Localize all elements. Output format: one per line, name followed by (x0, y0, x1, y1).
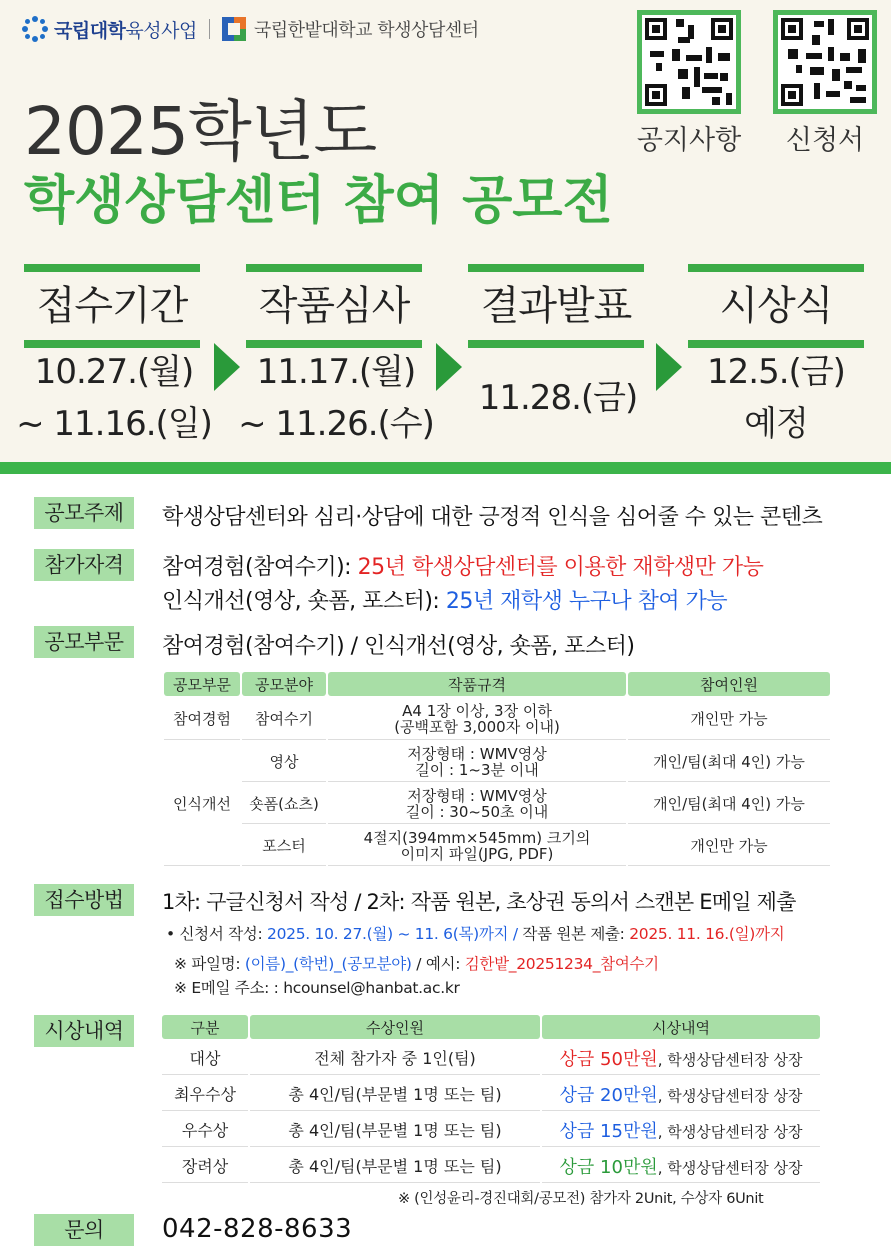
table-row: 대상 전체 참가자 중 1인(팀) 상금 50만원, 학생상담센터장 상장 (162, 1041, 820, 1075)
schedule-title: 접수기간 (36, 283, 188, 329)
theme-label: 공모주제 (34, 497, 134, 529)
table-row: 포스터 4절지(394mm×545mm) 크기의 이미지 파일(JPG, PDF) 개인만 가능 (164, 826, 830, 866)
year-title: 2025학년도 (24, 93, 377, 170)
schedule-date-announcement: 11.28.(금) (478, 378, 638, 418)
table-row: 최우수상 총 4인/팀(부문별 1명 또는 팀) 상금 20만원, 학생상담센터장 상장 (162, 1077, 820, 1111)
logo-bar (22, 14, 479, 44)
table-row: 참여경험 참여수기 A4 1장 이상, 3장 이하 (공백포함 3,000자 이내) 개인만 가능 (164, 698, 830, 740)
table-header: 작품규격 (328, 672, 626, 696)
categories-label: 공모부문 (34, 626, 134, 658)
table-row: 인식개선 영상 저장형태 : WMV영상 길이 : 1~3분 이내 개인/팀(최대 4인) 가능 (164, 742, 830, 782)
categories-table (162, 670, 832, 868)
table-row: 숏폼(쇼츠) 저장형태 : WMV영상 길이 : 30~50초 이내 개인/팀(최대 4인) 가능 (164, 784, 830, 824)
awards-table (160, 1013, 822, 1185)
schedule-title: 작품심사 (258, 283, 410, 329)
submission-text: 1차: 구글신청서 작성 / 2차: 작품 원본, 초상권 동의서 스캔본 E메일 제출 (162, 890, 796, 914)
logo-divider (209, 19, 210, 39)
table-header: 공모부문 (164, 672, 240, 696)
submission-filename: ※ 파일명: (이름)_(학번)_(공모분야) / 예시: 김한밭_20251234_참여수기 (174, 955, 659, 973)
national-university-logo-text: 국립대학육성사업 (54, 19, 197, 42)
application-qr-label: 신청서 (785, 125, 865, 156)
table-row: 장려상 총 4인/팀(부문별 1명 또는 팀) 상금 10만원, 학생상담센터장 상장 (162, 1149, 820, 1183)
categories-text: 참여경험(참여수기) / 인식개선(영상, 숏폼, 포스터) (162, 634, 635, 659)
schedule-title: 결과발표 (480, 283, 632, 329)
table-header: 수상인원 (250, 1015, 540, 1039)
poster-header (0, 0, 891, 462)
table-header: 공모분야 (242, 672, 326, 696)
main-title: 학생상담센터 참여 공모전 (24, 171, 613, 231)
theme-text: 학생상담센터와 심리·상담에 대한 긍정적 인식을 심어줄 수 있는 콘텐츠 (162, 505, 823, 530)
submission-label: 접수방법 (34, 884, 134, 916)
schedule-step-ceremony (688, 264, 864, 348)
notice-qr-label: 공지사항 (636, 125, 742, 156)
hanbat-logo-icon (222, 17, 246, 41)
awards-label: 시상내역 (34, 1015, 134, 1047)
notice-qr-code[interactable] (637, 10, 741, 114)
schedule-title: 시상식 (719, 283, 833, 329)
submission-schedule: • 신청서 작성: 2025. 10. 27.(월) ~ 11. 6(목)까지 / 작품 원본 제출: 2025. 11. 16.(일)까지 (166, 925, 785, 943)
schedule-date-review: 11.17.(월) ~ 11.26.(수) (238, 352, 434, 444)
schedule-step-review (246, 264, 422, 348)
eligibility-line2: 인식개선(영상, 숏폼, 포스터): 25년 재학생 누구나 참여 가능 (162, 589, 728, 614)
table-header: 시상내역 (542, 1015, 820, 1039)
submission-email[interactable]: ※ E메일 주소: : hcounsel@hanbat.ac.kr (174, 979, 460, 997)
schedule-date-ceremony: 12.5.(금) 예정 (707, 352, 845, 444)
table-header: 구분 (162, 1015, 248, 1039)
schedule-step-application (24, 264, 200, 348)
contact-phone[interactable]: 042-828-8633 (162, 1214, 353, 1244)
header-divider (0, 462, 891, 474)
schedule-step-announcement (468, 264, 644, 348)
contact-label: 문의 (34, 1214, 134, 1246)
table-row: 우수상 총 4인/팀(부문별 1명 또는 팀) 상금 15만원, 학생상담센터장 상장 (162, 1113, 820, 1147)
national-university-logo-icon (22, 16, 48, 42)
table-header: 참여인원 (628, 672, 830, 696)
hanbat-counseling-center-name: 국립한밭대학교 학생상담센터 (253, 20, 479, 41)
awards-note: ※ (인성윤리-경진대회/공모전) 참가자 2Unit, 수상자 6Unit (398, 1191, 764, 1207)
eligibility-label: 참가자격 (34, 549, 134, 581)
application-qr-code[interactable] (773, 10, 877, 114)
schedule-date-application: 10.27.(월) ~ 11.16.(일) (16, 352, 212, 444)
eligibility-line1: 참여경험(참여수기): 25년 학생상담센터를 이용한 재학생만 가능 (162, 555, 764, 580)
